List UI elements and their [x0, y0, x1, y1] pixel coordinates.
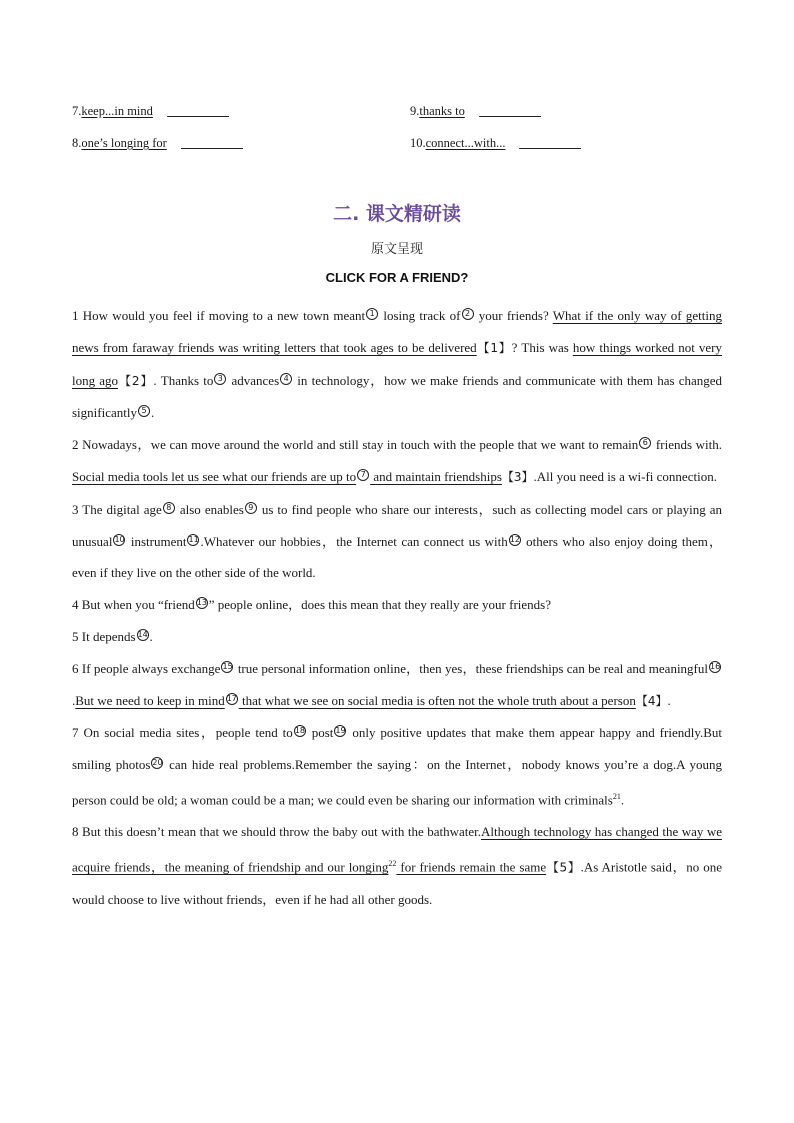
paragraph-1: 1 How would you feel if moving to a new town meant 1 losing track of 2 your friends? What if the only way of getting news from faraway friends was writing letters that took ages to be delivered【1】? This was how things worked not very long ago【2】. Thanks to 3 advances 4 in technology，how we make friends and communicate with them has changed significantly 5 .	[72, 308, 723, 421]
paragraph-4: 4 But when you “friend 13 ” people online，does this mean that they really are your friends?	[72, 597, 551, 613]
vocab-row-2	[72, 135, 722, 155]
answer-blank[interactable]	[181, 135, 243, 149]
paragraph-3: 3 The digital age 8 also enables 9 us to find people who share our interests，such as collecting model cars or playing an unusual 10 instrument 11 .Whatever our hobbies，the Internet can connect us with 12 others who also enjoy doing them，even if they live on the other side of the world.	[72, 501, 722, 581]
vocab-item-9: 9.thanks to	[410, 103, 541, 119]
answer-blank[interactable]	[167, 103, 229, 117]
paragraph-6: 6 If people always exchange 15 true personal information online，then yes，these friendships can be real and meaningful 16.But we need to keep in mind 17 that what we see on social media is often not the whole truth about a person【4】.	[72, 660, 721, 708]
vocab-item-8: 8.one’s longing for	[72, 135, 243, 151]
article-title: CLICK FOR A FRIEND?	[325, 270, 469, 285]
article-body	[72, 300, 722, 916]
vocab-item-7: 7.keep...in mind	[72, 103, 229, 119]
paragraph-2: 2 Nowadays，we can move around the world and still stay in touch with the people that we want to remain 6 friends with. Social media tools let us see what our friends are up to 7 and maintain friendships【3】.All you need is a wi-fi connection.	[72, 437, 722, 484]
section-title: 二. 课文精研读	[333, 203, 461, 225]
paragraph-8: 8 But this doesn’t mean that we should throw the baby out with the bathwater.Although technology has changed the way we acquire friends，the meaning of friendship and our longing$^{22}$ for friends remain the same【5】.As Aristotle said，no one would choose to live without friends，even if he had all other goods.	[72, 824, 722, 907]
vocab-row-1	[72, 103, 722, 123]
paragraph-7: 7 On social media sites，people tend to 18 post 19 only positive updates that make them appear happy and friendly.But smiling photos 20 can hide real problems.Remember the saying：on the Internet，nobody knows you’re a dog.A young person could be old; a woman could be a man; we could even be sharing our information with criminals$^{21}$.	[72, 725, 723, 808]
answer-blank[interactable]	[519, 135, 581, 149]
vocab-item-10: 10.connect...with...	[410, 135, 581, 151]
answer-blank[interactable]	[479, 103, 541, 117]
paragraph-5: 5 It depends 14 .	[72, 628, 153, 644]
sub-title: 原文呈现	[370, 242, 423, 257]
